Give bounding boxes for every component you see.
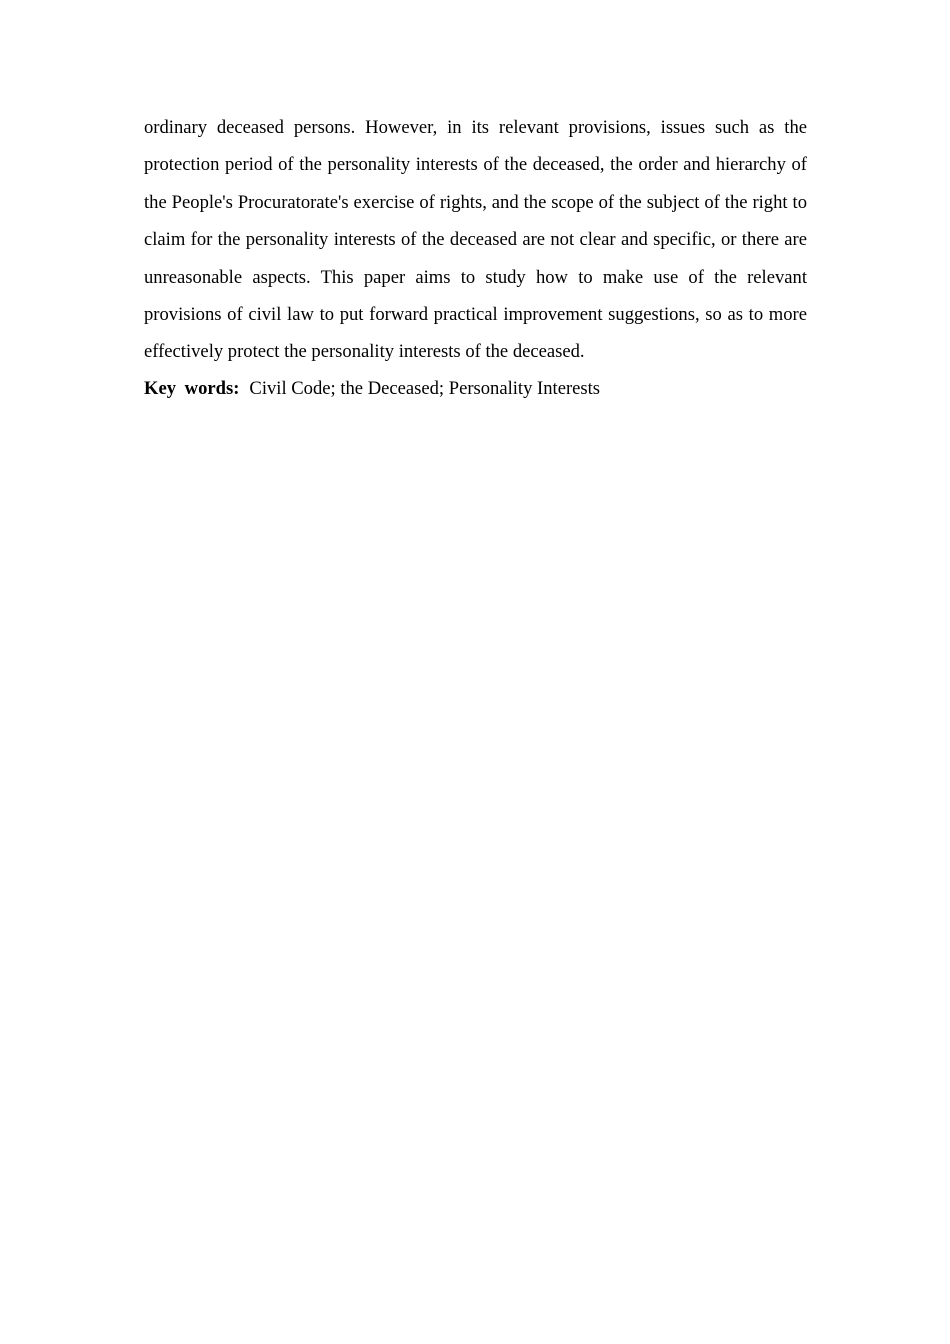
keywords-label: Key words: bbox=[144, 377, 240, 399]
keywords-line bbox=[144, 371, 807, 407]
keywords-value: Civil Code; the Deceased; Personality Interests bbox=[249, 377, 601, 399]
abstract-section bbox=[144, 109, 807, 407]
abstract-paragraph: ordinary deceased persons. However, in its relevant provisions, issues such as the protection period of the personality interests of the deceased, the order and hierarchy of the People's Procuratorate's exercise of rights, and the scope of the subject of the right to claim for the personality interests of the deceased are not clear and specific, or there are unreasonable aspects. This paper aims to study how to make use of the relevant provisions of civil law to put forward practical improvement suggestions, so as to more effectively protect the personality interests of the deceased. bbox=[144, 117, 807, 363]
